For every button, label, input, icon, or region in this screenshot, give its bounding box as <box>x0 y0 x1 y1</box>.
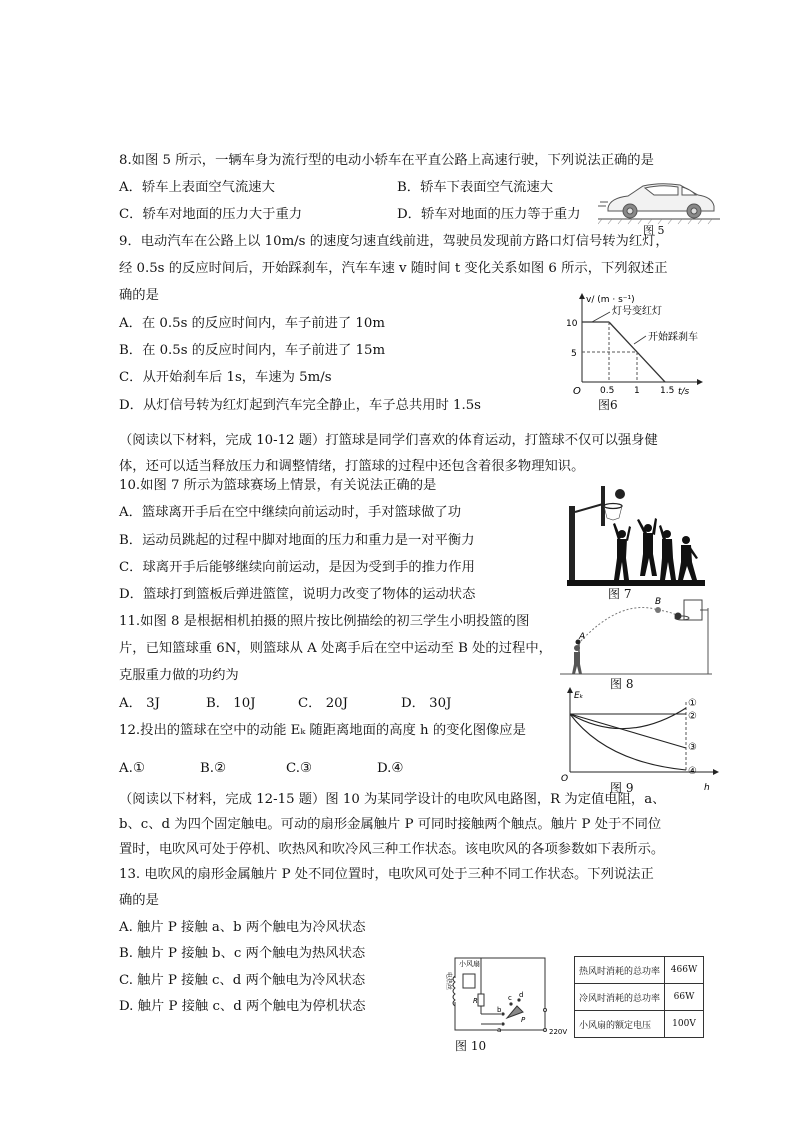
q9-option-c: C．从开始刹车后 1s，车速为 5m/s <box>119 370 332 385</box>
figure-6-caption: 图6 <box>598 398 618 412</box>
contact-b-label: b <box>497 1006 502 1014</box>
contact-p-label: P <box>521 1016 526 1024</box>
figure-8-caption: 图 8 <box>610 677 634 691</box>
q8-option-a: A．轿车上表面空气流速大 <box>119 180 275 195</box>
table-row <box>575 957 704 984</box>
q13-option-c: C. 触片 P 接触 c、d 两个触电为冷风状态 <box>119 973 366 988</box>
basketball-scene-figure <box>567 484 705 586</box>
point-a-label: A <box>579 632 586 642</box>
contact-d-label: d <box>519 991 524 999</box>
q11-option-a: A． 3J <box>119 696 160 711</box>
q9-stem-line1: 9．电动汽车在公路上以 10m/s 的速度匀速直线前进，驾驶员发现前方路口灯信号转为红灯， <box>119 234 669 249</box>
reading1-line2: 体，还可以适当释放压力和调整情绪，打篮球的过程中还包含着很多物理知识。 <box>119 459 585 474</box>
h-axis-label: h <box>704 783 710 792</box>
shot-trajectory-figure <box>560 594 712 678</box>
q13-option-d: D. 触片 P 接触 c、d 两个触电为停机状态 <box>119 999 366 1014</box>
q10-option-c: C．球离开手后能够继续向前运动，是因为受到手的推力作用 <box>119 560 475 575</box>
t-tick-1: 1 <box>634 386 640 396</box>
parameter-table <box>574 956 704 1038</box>
reading2-line1: （阅读以下材料，完成 12-15 题）图 10 为某同学设计的电吹风电路图，R 为定值电阻，a、 <box>119 792 666 807</box>
table-row <box>575 984 704 1011</box>
kinetic-energy-height-graph <box>560 686 720 792</box>
q12-option-a: A.① <box>119 761 145 776</box>
q10-option-b: B．运动员跳起的过程中脚对地面的压力和重力是一对平衡力 <box>119 533 475 548</box>
reading2-line2: b、c、d 为四个固定触电。可动的扇形金属触片 P 可同时接触两个触点。触片 P 处于不同位 <box>119 817 662 832</box>
param-value: 100V <box>665 1011 704 1038</box>
contact-a-label: a <box>497 1026 502 1034</box>
heater-label: 电热丝 <box>445 972 452 991</box>
param-value: 66W <box>665 984 704 1011</box>
car-figure <box>598 178 720 226</box>
param-value: 466W <box>665 957 704 984</box>
param-label: 热风时消耗的总功率 <box>575 957 665 984</box>
contact-c-label: c <box>508 994 512 1002</box>
q12-option-d: D.④ <box>377 761 404 776</box>
q8-option-b: B．轿车下表面空气流速大 <box>397 180 554 195</box>
velocity-time-graph <box>562 290 707 400</box>
resistor-label: R <box>473 997 478 1005</box>
voltage-label: 220V <box>549 1028 568 1036</box>
q9-option-b: B．在 0.5s 的反应时间内，车子前进了 15m <box>119 343 386 358</box>
q12-option-c: C.③ <box>286 761 312 776</box>
q9-stem-line3: 确的是 <box>119 288 159 303</box>
q11-stem-line2: 片，已知篮球重 6N，则篮球从 A 处离手后在空中运动至 B 处的过程中， <box>119 641 552 656</box>
q8-option-c: C．轿车对地面的压力大于重力 <box>119 207 303 222</box>
v-tick-5: 5 <box>571 349 577 359</box>
t-tick-0.5: 0.5 <box>600 386 615 396</box>
q9-option-d: D．从灯信号转为红灯起到汽车完全静止，车子总共用时 1.5s <box>119 398 481 413</box>
figure-5-caption: 图 5 <box>643 224 665 237</box>
q13-stem-line2: 确的是 <box>119 893 159 908</box>
curve-2-label: ② <box>688 711 697 722</box>
q13-stem-line1: 13. 电吹风的扇形金属触片 P 处不同位置时，电吹风可处于三种不同工作状态。下列说法正 <box>119 867 654 882</box>
figure-7-caption: 图 7 <box>608 587 632 601</box>
curve-1-label: ① <box>688 698 697 709</box>
q10-option-d: D．篮球打到篮板后弹进篮筐，说明力改变了物体的运动状态 <box>119 587 476 602</box>
param-label: 小风扇的额定电压 <box>575 1011 665 1038</box>
param-label: 冷风时消耗的总功率 <box>575 984 665 1011</box>
q10-stem: 10.如图 7 所示为篮球赛场上情景，有关说法正确的是 <box>119 478 437 493</box>
table-row <box>575 1011 704 1038</box>
q11-option-d: D． 30J <box>401 696 452 711</box>
curve-3-label: ③ <box>688 742 697 753</box>
q8-option-d: D．轿车对地面的压力等于重力 <box>397 207 581 222</box>
v-tick-10: 10 <box>566 319 578 329</box>
reading1-line1: （阅读以下材料，完成 10-12 题）打篮球是同学们喜欢的体育运动，打篮球不仅可以强身健 <box>119 433 658 448</box>
fan-label: 小风扇 <box>459 960 480 968</box>
graph9-origin: O <box>561 774 569 784</box>
q11-option-c: C． 20J <box>298 696 348 711</box>
q10-option-a: A．篮球离开手后在空中继续向前运动时，手对篮球做了功 <box>119 505 462 520</box>
hair-dryer-circuit <box>445 952 573 1036</box>
q11-option-b: B． 10J <box>206 696 256 711</box>
curve-4-label: ④ <box>688 766 697 777</box>
q13-option-b: B. 触片 P 接触 b、c 两个触电为热风状态 <box>119 946 366 961</box>
reading2-line3: 置时，电吹风可处于停机、吹热风和吹冷风三种工作状态。该电吹风的各项参数如下表所示。 <box>119 842 665 857</box>
v-axis-label: v/ (m · s⁻¹) <box>586 295 635 305</box>
q11-stem-line3: 克服重力做的功约为 <box>119 668 239 683</box>
t-axis-label: t/s <box>678 387 690 397</box>
q13-option-a: A. 触片 P 接触 a、b 两个触电为冷风状态 <box>119 920 366 935</box>
figure-10-caption: 图 10 <box>455 1039 487 1053</box>
q12-option-b: B.② <box>200 761 226 776</box>
figure-9-caption: 图 9 <box>610 781 634 795</box>
q12-stem: 12.投出的篮球在空中的动能 Eₖ 随距离地面的高度 h 的变化图像应是 <box>119 723 526 738</box>
q9-stem-line2: 经 0.5s 的反应时间后，开始踩刹车，汽车车速 v 随时间 t 变化关系如图 6 所示，下列叙述正 <box>119 261 668 276</box>
q8-stem: 8.如图 5 所示，一辆车身为流行型的电动小轿车在平直公路上高速行驶，下列说法正确的是 <box>119 153 654 168</box>
annotation-brake: 开始踩刹车 <box>648 332 698 343</box>
ek-axis-label: Eₖ <box>574 691 584 701</box>
q11-stem-line1: 11.如图 8 是根据相机拍摄的照片按比例描绘的初三学生小明投篮的图 <box>119 614 530 629</box>
q9-option-a: A．在 0.5s 的反应时间内，车子前进了 10m <box>119 316 385 331</box>
point-b-label: B <box>655 597 662 607</box>
t-tick-1.5: 1.5 <box>660 386 675 396</box>
graph6-origin: O <box>573 386 581 397</box>
annotation-red-light: 灯号变红灯 <box>612 306 662 317</box>
